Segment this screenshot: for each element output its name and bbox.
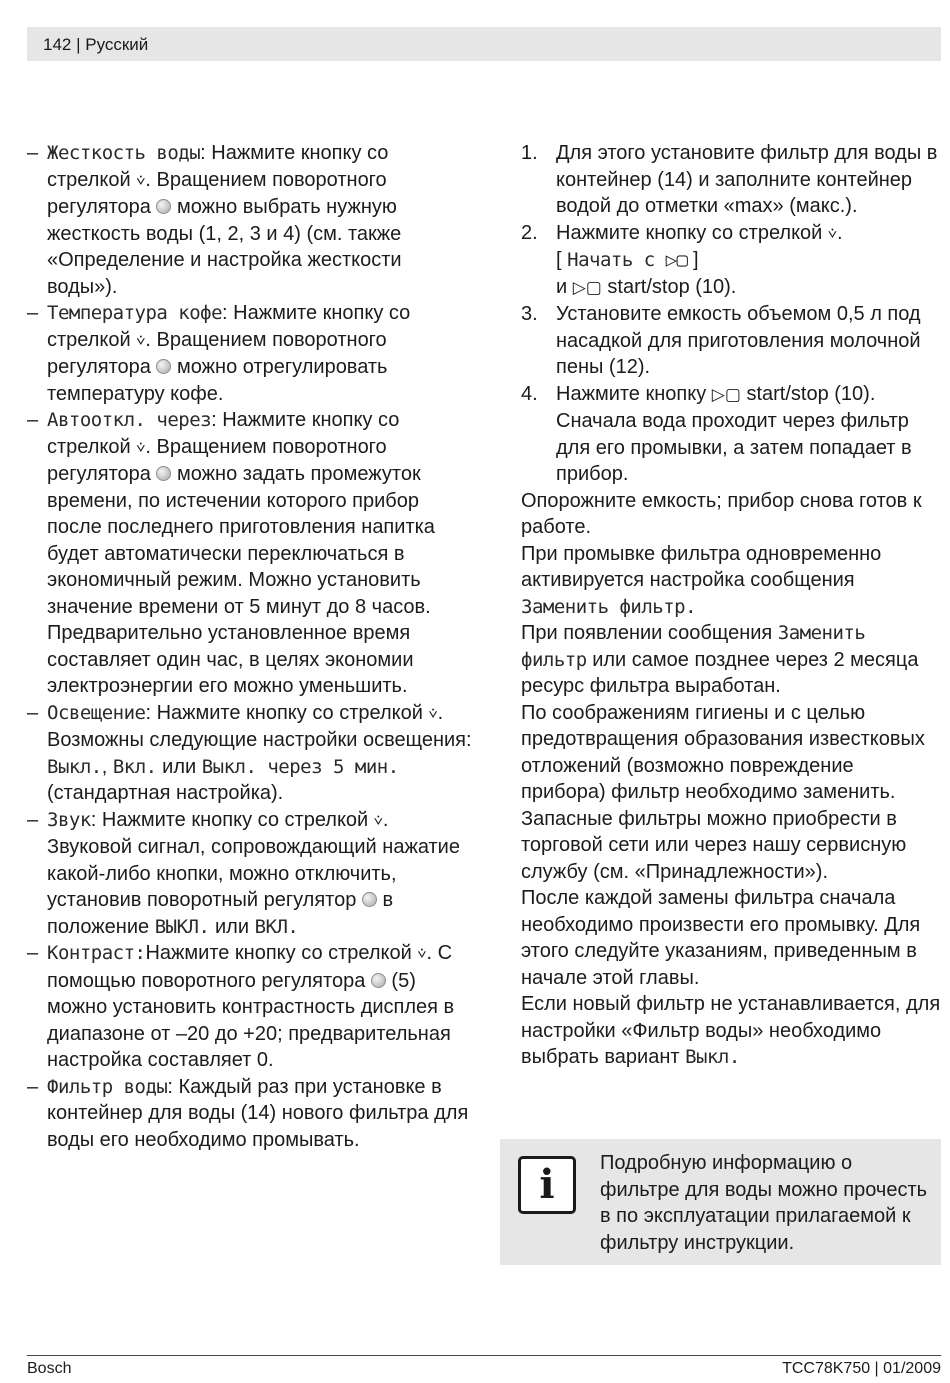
text-run: (стандартная настройка). <box>47 782 284 804</box>
text-run: . Возможны следующие настройки освещения: <box>47 701 472 751</box>
text-run: Нажмите кнопку со стрелкой <box>556 221 828 244</box>
display-text: Звук <box>47 808 91 831</box>
text-run: : Каждый раз при установке в контейнер для воды (14) нового фильтра для воды его необходимо промывать. <box>47 1075 469 1151</box>
text-run: Установите емкость объемом 0,5 л под насадкой для приготовления молочной пены (12). <box>556 303 921 378</box>
text-run: . Вращением поворотного регулятора <box>47 168 387 218</box>
bullet-item <box>27 940 477 1074</box>
bullet-item <box>27 407 477 700</box>
numbered-step <box>521 381 941 488</box>
arrow-button-icon: ⩒ <box>373 811 383 829</box>
display-text: Освещение <box>47 701 146 724</box>
paragraph <box>521 488 941 541</box>
note-text: Подробную информацию о фильтре для воды можно прочесть в по эксплуатации прилагаемой к фильтру инструкции. <box>600 1152 928 1254</box>
text-run: [ <box>556 249 568 271</box>
start-stop-icon: ▷▢ <box>711 384 741 404</box>
start-stop-icon: ▷▢ <box>572 277 602 297</box>
arrow-button-icon: ⩒ <box>417 945 427 962</box>
text-run: start/stop (10). Сначала вода проходит через фильтр для его промывки, а затем попадает в прибор. <box>556 382 912 485</box>
display-text: Выкл. <box>685 1046 740 1068</box>
text-run: можно отрегулировать температуру кофе. <box>47 356 388 405</box>
display-text: Выкл. <box>47 755 102 778</box>
text-run: (5) можно установить контрастность дисплея в диапазоне от –20 до +20; предварительная настройка составляет 0. <box>47 969 455 1071</box>
page-number-label: 142 | Русский <box>43 35 149 54</box>
text-run: : Нажмите кнопку со стрелкой <box>47 409 400 458</box>
rotary-knob-icon <box>156 466 171 481</box>
paragraph <box>521 541 941 621</box>
step-number: 3. <box>521 303 538 325</box>
text-run: По соображениям гигиены и с целью предотвращения образования известковых отложений (возможно повреждение прибора) фильтр необходимо заменить. Запасные фильтры можно приобрести в торговой сети или через нашу сервисную службу (см. «Принадлежности»). <box>521 701 925 883</box>
text-run: . Звуковой сигнал, сопровождающий нажатие какой-либо кнопки, можно отключить, установив поворотный регулятор <box>47 808 460 911</box>
bullet-item <box>27 300 477 407</box>
text-run: . Вращением поворотного регулятора <box>47 328 387 378</box>
bullet-dash: – <box>27 142 39 164</box>
text-run: start/stop (10). <box>601 275 737 298</box>
display-text: ВКЛ. <box>254 915 299 938</box>
bullet-dash: – <box>27 302 39 324</box>
rotary-knob-icon <box>156 199 171 214</box>
text-run: При промывке фильтра одновременно активируется настройка сообщения <box>521 542 882 591</box>
text-run: При появлении сообщения <box>521 622 778 644</box>
left-column <box>27 140 477 1153</box>
rotary-knob-icon <box>362 892 377 907</box>
text-run: Опорожните емкость; прибор снова готов к работе. <box>521 489 922 538</box>
display-text: Контраст: <box>47 942 146 964</box>
steps-list <box>521 140 941 488</box>
text-run: или <box>209 915 255 938</box>
display-text: Температура кофе <box>47 302 223 324</box>
text-run: можно задать промежуток времени, по истечении которого прибор после последнего приготовления напитка будет автоматически переключаться в экономичный режим. Можно установить значение времени от 5 минут до 8 часов. Предварительно установленное время составляет один час, в целях экономии электроэнергии его можно уменьшить. <box>47 463 435 697</box>
arrow-button-icon: ⩒ <box>827 224 838 242</box>
display-text: Вкл. <box>112 755 157 778</box>
bullet-dash: – <box>27 1075 39 1098</box>
step-number: 1. <box>521 142 538 164</box>
right-column <box>521 140 941 1071</box>
bullet-item <box>27 700 477 807</box>
note-box <box>500 1139 941 1265</box>
display-text: Автооткл. через <box>47 409 212 431</box>
display-text: Жесткость воды <box>47 142 201 164</box>
numbered-step <box>521 301 941 381</box>
rotary-knob-icon <box>371 973 386 988</box>
bullet-dash: – <box>27 409 39 431</box>
display-text: Фильтр воды <box>47 1075 168 1098</box>
footer-divider <box>27 1355 941 1356</box>
bullet-item <box>27 140 477 300</box>
bullet-dash: – <box>27 701 39 724</box>
display-text: Заменить фильтр <box>521 622 866 671</box>
text-run: Нажмите кнопку со стрелкой <box>145 942 418 964</box>
footer-brand: Bosch <box>27 1360 72 1377</box>
text-run: можно выбрать нужную жесткость воды (1, 2, 3 и 4) (см. также «Определение и настройка жесткости воды»). <box>47 196 402 298</box>
text-run: : Нажмите кнопку со стрелкой <box>145 701 429 724</box>
bullet-item <box>27 1074 477 1154</box>
text-run: или самое позднее через 2 месяца ресурс фильтра выработан. <box>521 648 919 697</box>
text-run: . <box>837 221 843 244</box>
paragraph <box>521 885 941 991</box>
bullet-dash: – <box>27 942 39 964</box>
text-run: в положение <box>47 889 394 938</box>
text-run: . Вращением поворотного регулятора <box>47 435 387 485</box>
text-run: Если новый фильтр не устанавливается, для настройки «Фильтр воды» необходимо выбрать вариант <box>521 993 941 1068</box>
arrow-button-icon: ⩒ <box>136 331 146 349</box>
display-text: Начать с ▷▢ <box>567 249 688 271</box>
paragraphs <box>521 488 941 1071</box>
step-number: 2. <box>521 221 538 244</box>
bullet-item <box>27 807 477 941</box>
text-run: Для этого установите фильтр для воды в контейнер (14) и заполните контейнер водой до отметки «max» (макс.). <box>556 142 938 217</box>
text-run: После каждой замены фильтра сначала необходимо произвести его промывку. Для этого следуйте указаниям, приведенным в начале этой главы. <box>521 887 921 989</box>
display-text: Заменить фильтр. <box>521 595 697 618</box>
text-run: : Нажмите кнопку со стрелкой <box>90 808 374 831</box>
display-text: Выкл. через 5 мин. <box>201 755 399 778</box>
text-run: или <box>156 755 202 778</box>
text-run: : Нажмите кнопку со стрелкой <box>47 302 411 351</box>
text-run: . С помощью поворотного регулятора <box>47 942 453 992</box>
footer-model-date: TCC78K750 | 01/2009 <box>782 1360 941 1377</box>
arrow-button-icon: ⩒ <box>428 704 438 722</box>
paragraph <box>521 700 941 886</box>
numbered-step <box>521 140 941 220</box>
text-run: Нажмите кнопку <box>556 382 712 405</box>
paragraph <box>521 991 941 1071</box>
page-header <box>27 27 941 61</box>
numbered-step <box>521 220 941 302</box>
bullet-dash: – <box>27 808 39 831</box>
text-run: и <box>556 275 573 298</box>
text-run: , <box>101 755 113 778</box>
display-text: ВЫКЛ. <box>154 915 210 938</box>
step-number: 4. <box>521 382 538 405</box>
arrow-button-icon: ⩒ <box>136 171 146 189</box>
arrow-button-icon: ⩒ <box>136 438 146 456</box>
paragraph <box>521 620 941 700</box>
text-run: ] <box>687 249 699 271</box>
rotary-knob-icon <box>156 359 171 374</box>
text-run: : Нажмите кнопку со стрелкой <box>47 142 389 191</box>
info-icon: i <box>518 1156 576 1214</box>
